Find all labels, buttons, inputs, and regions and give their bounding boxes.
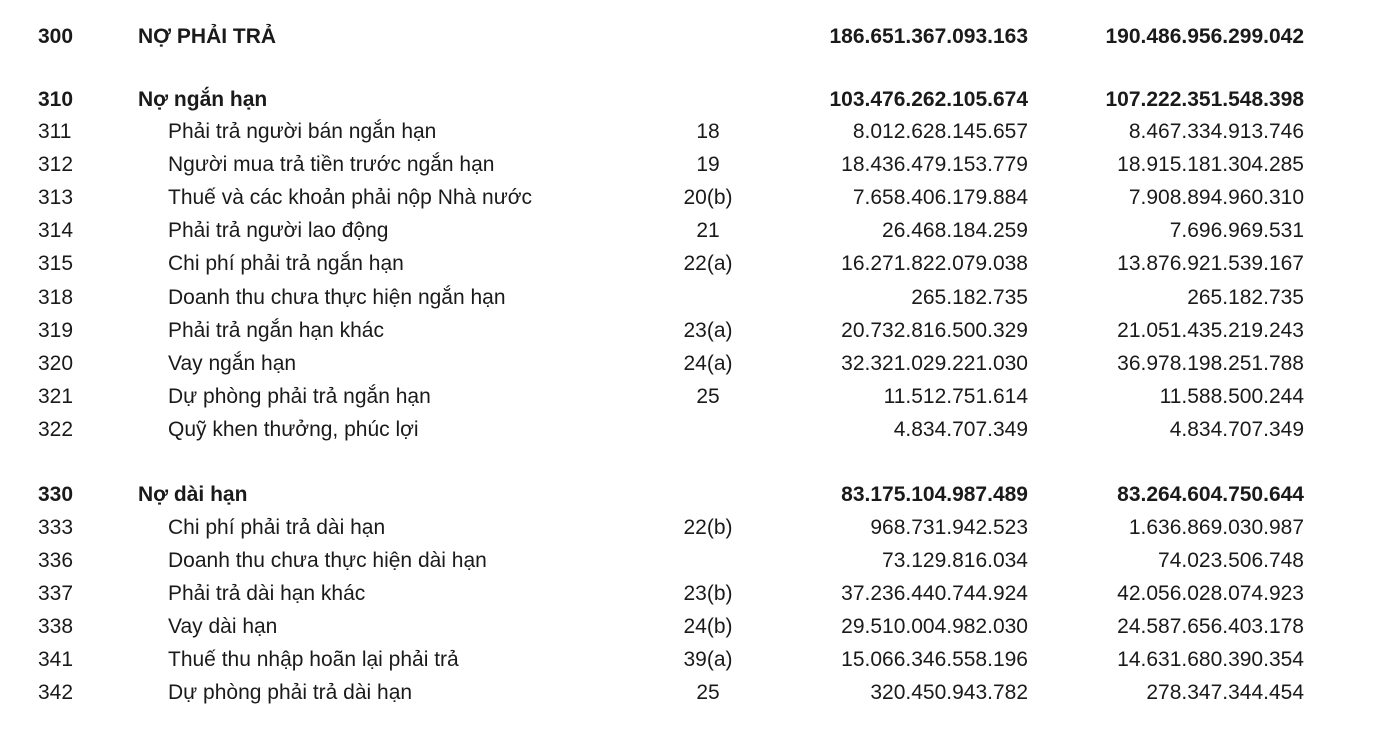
row-code: 320	[38, 352, 74, 375]
row-note: 25	[696, 385, 720, 408]
row-label: Phải trả ngắn hạn khác	[168, 319, 384, 342]
row-code: 342	[38, 681, 74, 704]
row-previous-value: 107.222.351.548.398	[1105, 88, 1304, 111]
row-code: 314	[38, 219, 74, 242]
row-previous-value: 36.978.198.251.788	[1117, 352, 1304, 375]
row-label: NỢ PHẢI TRẢ	[138, 25, 277, 48]
row-previous-value: 190.486.956.299.042	[1105, 25, 1304, 48]
row-code: 330	[38, 483, 74, 506]
row-321	[0, 381, 1398, 413]
row-313	[0, 182, 1398, 214]
row-code: 311	[38, 120, 72, 143]
row-note: 25	[696, 681, 720, 704]
row-current-value: 8.012.628.145.657	[852, 120, 1028, 143]
row-label: Chi phí phải trả ngắn hạn	[168, 252, 404, 275]
row-current-value: 83.175.104.987.489	[841, 483, 1028, 506]
row-note: 20(b)	[683, 186, 733, 209]
row-previous-value: 83.264.604.750.644	[1117, 483, 1304, 506]
row-note: 23(a)	[683, 319, 733, 342]
row-note: 39(a)	[683, 648, 733, 671]
row-code: 337	[38, 582, 74, 605]
row-code: 338	[38, 615, 74, 638]
row-label: Phải trả người bán ngắn hạn	[168, 120, 437, 143]
row-338	[0, 611, 1398, 643]
row-note: 24(a)	[683, 352, 733, 375]
row-341	[0, 644, 1398, 676]
row-current-value: 73.129.816.034	[882, 549, 1028, 572]
row-current-value: 29.510.004.982.030	[841, 615, 1028, 638]
row-label: Nợ ngắn hạn	[138, 88, 268, 111]
row-previous-value: 1.636.869.030.987	[1128, 516, 1304, 539]
row-previous-value: 14.631.680.390.354	[1117, 648, 1304, 671]
row-code: 313	[38, 186, 74, 209]
row-330	[0, 479, 1398, 511]
row-code: 312	[38, 153, 74, 176]
row-current-value: 968.731.942.523	[870, 516, 1028, 539]
row-320	[0, 348, 1398, 380]
row-previous-value: 42.056.028.074.923	[1117, 582, 1304, 605]
row-current-value: 26.468.184.259	[882, 219, 1028, 242]
row-322	[0, 414, 1398, 446]
row-note: 23(b)	[683, 582, 733, 605]
row-current-value: 265.182.735	[911, 286, 1028, 309]
row-label: Thuế và các khoản phải nộp Nhà nước	[168, 186, 533, 209]
row-label: Thuế thu nhập hoãn lại phải trả	[168, 648, 459, 671]
row-319	[0, 315, 1398, 347]
row-code: 336	[38, 549, 74, 572]
row-310	[0, 84, 1398, 116]
row-current-value: 186.651.367.093.163	[829, 25, 1028, 48]
row-label: Chi phí phải trả dài hạn	[168, 516, 386, 539]
row-300	[0, 21, 1398, 53]
row-current-value: 37.236.440.744.924	[841, 582, 1028, 605]
row-previous-value: 4.834.707.349	[1169, 418, 1304, 441]
row-current-value: 32.321.029.221.030	[841, 352, 1028, 375]
row-code: 333	[38, 516, 74, 539]
row-code: 319	[38, 319, 74, 342]
row-312	[0, 149, 1398, 181]
row-note: 18	[696, 120, 720, 143]
row-current-value: 11.512.751.614	[883, 385, 1028, 408]
row-311	[0, 116, 1398, 148]
row-label: Vay ngắn hạn	[168, 352, 297, 375]
row-label: Phải trả dài hạn khác	[168, 582, 366, 605]
row-314	[0, 215, 1398, 247]
row-current-value: 20.732.816.500.329	[841, 319, 1028, 342]
row-code: 310	[38, 88, 74, 111]
row-note: 22(b)	[683, 516, 733, 539]
row-note: 22(a)	[683, 252, 733, 275]
row-code: 321	[38, 385, 74, 408]
row-previous-value: 7.908.894.960.310	[1128, 186, 1304, 209]
row-code: 300	[38, 25, 74, 48]
row-333	[0, 512, 1398, 544]
row-note: 24(b)	[683, 615, 733, 638]
row-previous-value: 18.915.181.304.285	[1117, 153, 1304, 176]
row-note: 21	[696, 219, 720, 242]
row-previous-value: 278.347.344.454	[1146, 681, 1304, 704]
row-previous-value: 265.182.735	[1187, 286, 1304, 309]
row-label: Người mua trả tiền trước ngắn hạn	[168, 153, 495, 176]
row-label: Doanh thu chưa thực hiện ngắn hạn	[168, 286, 506, 309]
row-current-value: 4.834.707.349	[893, 418, 1028, 441]
row-previous-value: 24.587.656.403.178	[1117, 615, 1304, 638]
row-code: 315	[38, 252, 74, 275]
row-current-value: 15.066.346.558.196	[841, 648, 1028, 671]
row-previous-value: 8.467.334.913.746	[1128, 120, 1304, 143]
row-current-value: 16.271.822.079.038	[841, 252, 1028, 275]
row-label: Doanh thu chưa thực hiện dài hạn	[168, 549, 487, 572]
row-label: Quỹ khen thưởng, phúc lợi	[168, 418, 419, 441]
row-337	[0, 578, 1398, 610]
row-318	[0, 282, 1398, 314]
row-label: Phải trả người lao động	[168, 219, 389, 242]
row-label: Vay dài hạn	[168, 615, 278, 638]
row-previous-value: 11.588.500.244	[1159, 385, 1304, 408]
row-342	[0, 677, 1398, 709]
row-previous-value: 74.023.506.748	[1158, 549, 1304, 572]
row-label: Dự phòng phải trả ngắn hạn	[168, 385, 431, 408]
row-code: 341	[38, 648, 74, 671]
row-note: 19	[696, 153, 720, 176]
row-previous-value: 21.051.435.219.243	[1117, 319, 1304, 342]
row-336	[0, 545, 1398, 577]
row-315	[0, 248, 1398, 280]
row-current-value: 103.476.262.105.674	[829, 88, 1028, 111]
row-previous-value: 7.696.969.531	[1169, 219, 1304, 242]
row-code: 322	[38, 418, 74, 441]
row-current-value: 320.450.943.782	[870, 681, 1028, 704]
row-current-value: 7.658.406.179.884	[852, 186, 1028, 209]
row-current-value: 18.436.479.153.779	[841, 153, 1028, 176]
row-label: Nợ dài hạn	[138, 483, 248, 506]
row-code: 318	[38, 286, 74, 309]
row-label: Dự phòng phải trả dài hạn	[168, 681, 413, 704]
row-previous-value: 13.876.921.539.167	[1117, 252, 1304, 275]
